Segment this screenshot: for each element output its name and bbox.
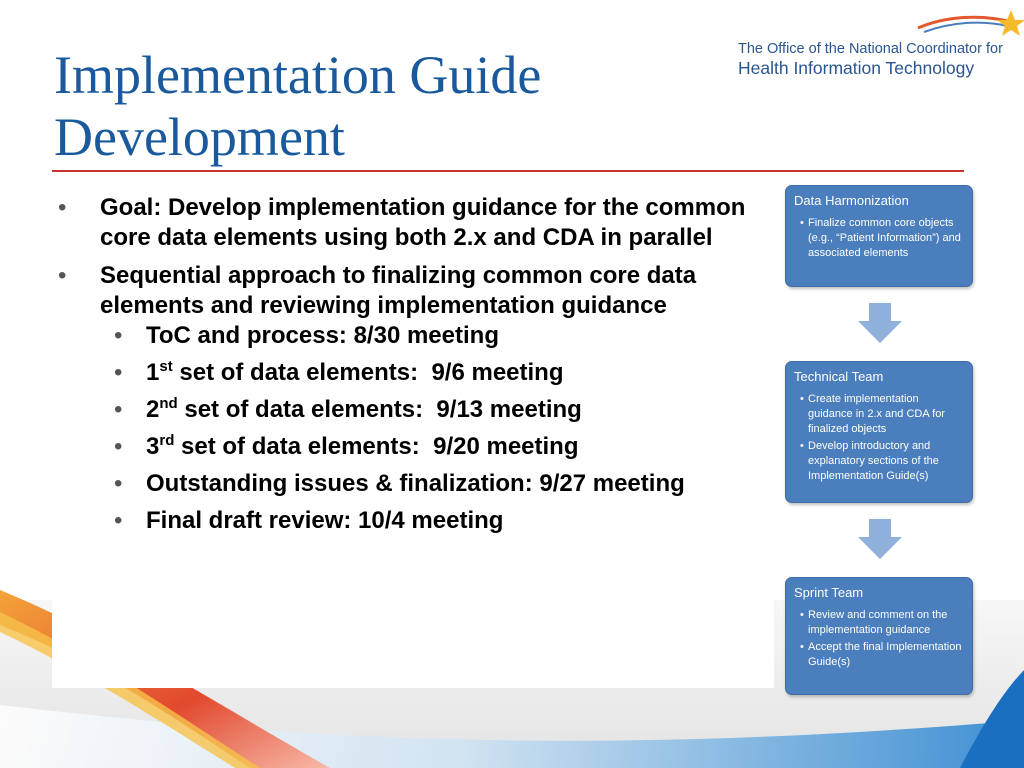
process-box-title: Technical Team <box>794 369 884 384</box>
logo-text-line2: Health Information Technology <box>738 58 975 78</box>
bullet-goal <box>56 193 772 253</box>
process-box-technical-team <box>785 361 973 503</box>
logo-text-line1: The Office of the National Coordinator for <box>738 41 1003 57</box>
bullet-text: Goal: Develop implementation guidance for the common core data elements using both 2.x and CDA in parallel <box>100 194 746 251</box>
process-box-item: • Develop introductory and explanatory sections of the Implementation Guide(s) <box>794 439 964 484</box>
ordinal-number: 1 <box>146 359 160 386</box>
sub-bullet-text: ToC and process: 8/30 meeting <box>146 322 499 349</box>
sub-bullet-toc <box>100 321 772 351</box>
sub-bullet-text: set of data elements: 9/20 meeting <box>174 433 579 460</box>
process-box-item: • Create implementation guidance in 2.x and CDA for finalized objects <box>794 392 964 437</box>
ordinal-suffix: rd <box>159 432 175 449</box>
sub-bullet-text: set of data elements: 9/13 meeting <box>177 396 582 423</box>
process-box-item: • Review and comment on the implementation guidance <box>794 608 964 638</box>
onc-logo <box>736 8 1024 78</box>
sub-bullet-second-set <box>100 395 772 425</box>
page-title: Implementation Guide Development <box>54 45 542 167</box>
down-arrow-icon <box>858 519 902 559</box>
ordinal-number: 2 <box>146 396 160 423</box>
process-box-sprint-team <box>785 577 973 695</box>
sub-bullet-list <box>100 321 772 536</box>
ordinal-number: 3 <box>146 433 160 460</box>
process-box-data-harmonization <box>785 185 973 287</box>
sub-bullet-final-review <box>100 506 772 536</box>
sub-bullet-third-set <box>100 432 772 462</box>
sub-bullet-text: Final draft review: 10/4 meeting <box>146 507 504 534</box>
ordinal-suffix: nd <box>159 395 178 412</box>
bullet-sequential-approach <box>56 261 772 536</box>
bullet-text: Sequential approach to finalizing common core data elements and reviewing implementation guidance <box>100 262 697 319</box>
process-box-title: Data Harmonization <box>794 193 909 208</box>
process-box-title: Sprint Team <box>794 585 864 600</box>
ordinal-suffix: st <box>159 358 173 375</box>
sub-bullet-outstanding-issues <box>100 469 772 499</box>
down-arrow-icon <box>858 303 902 343</box>
sub-bullet-text: set of data elements: 9/6 meeting <box>172 359 564 386</box>
process-box-item: • Accept the final Implementation Guide(s) <box>794 640 964 670</box>
title-divider <box>52 170 964 172</box>
sub-bullet-first-set <box>100 358 772 388</box>
process-box-item: • Finalize common core objects (e.g., “Patient Information”) and associated elements <box>794 216 964 261</box>
bullet-list <box>56 193 772 544</box>
sub-bullet-text: Outstanding issues & finalization: 9/27 meeting <box>146 470 685 497</box>
